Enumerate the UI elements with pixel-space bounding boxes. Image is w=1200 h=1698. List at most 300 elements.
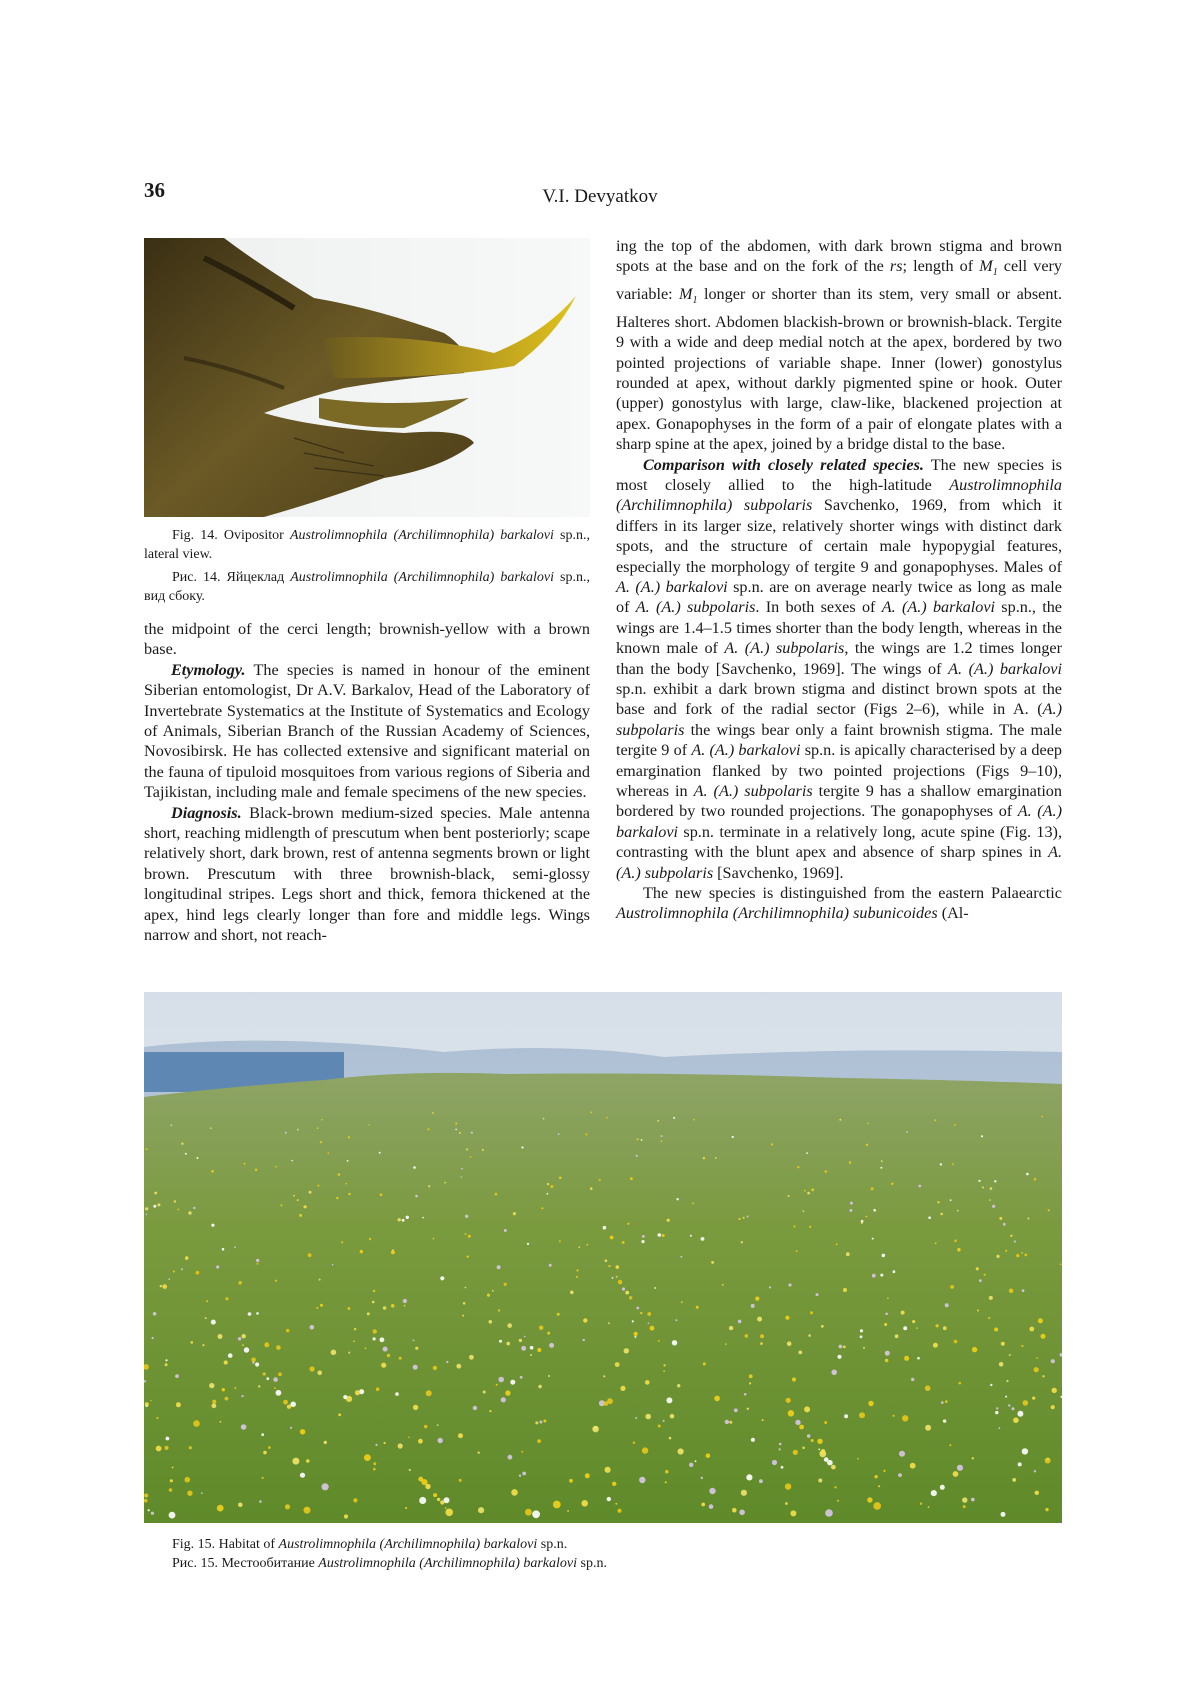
flower-dot bbox=[263, 1372, 266, 1375]
flower-dot bbox=[438, 1438, 443, 1443]
flower-dot bbox=[642, 1447, 648, 1453]
flower-dot bbox=[937, 1201, 939, 1203]
flower-dot bbox=[543, 1118, 545, 1120]
flower-dot bbox=[399, 1357, 402, 1360]
flower-dot bbox=[885, 1313, 888, 1316]
flower-dot bbox=[498, 1309, 500, 1311]
flower-dot bbox=[846, 1252, 850, 1256]
flower-dot bbox=[988, 1317, 990, 1319]
flower-dot bbox=[843, 1288, 847, 1292]
flower-dot bbox=[152, 1337, 154, 1339]
flower-dot bbox=[482, 1149, 484, 1151]
flower-dot bbox=[695, 1460, 697, 1462]
flower-dot bbox=[802, 1447, 805, 1450]
flower-dot bbox=[353, 1340, 355, 1342]
flower-dot bbox=[634, 1332, 638, 1336]
species-name: A. (A.) subpolaris bbox=[616, 843, 1062, 882]
flower-dot bbox=[866, 1216, 868, 1218]
flower-dot bbox=[181, 1268, 183, 1270]
flower-dot bbox=[148, 1509, 150, 1511]
flower-dot bbox=[166, 1437, 170, 1441]
flower-dot bbox=[381, 1363, 386, 1368]
flower-dot bbox=[185, 1477, 191, 1483]
flower-dot bbox=[144, 1499, 148, 1503]
flower-dot bbox=[950, 1199, 952, 1201]
flower-dot bbox=[795, 1420, 800, 1425]
flower-dot bbox=[824, 1421, 827, 1424]
flower-dot bbox=[508, 1455, 513, 1460]
flower-dot bbox=[201, 1492, 203, 1494]
flower-dot bbox=[681, 1301, 683, 1303]
flower-dot bbox=[785, 1502, 788, 1505]
flower-dot bbox=[690, 1235, 692, 1237]
flower-dot bbox=[424, 1425, 427, 1428]
flower-dot bbox=[711, 1261, 714, 1264]
flower-dot bbox=[650, 1326, 655, 1331]
flower-dot bbox=[818, 1449, 820, 1451]
flower-dot bbox=[459, 1132, 461, 1134]
flower-dot bbox=[792, 1377, 796, 1381]
flower-dot bbox=[1012, 1407, 1015, 1410]
flower-dot bbox=[978, 1180, 980, 1182]
flower-dot bbox=[957, 1210, 959, 1212]
flower-dot bbox=[663, 1370, 665, 1372]
flower-dot bbox=[667, 1219, 670, 1222]
flower-dot bbox=[706, 1453, 711, 1458]
flower-dot bbox=[437, 1424, 439, 1426]
diagnosis-heading: Diagnosis. bbox=[171, 803, 242, 822]
flower-dot bbox=[177, 1209, 179, 1211]
flower-dot bbox=[320, 1304, 323, 1307]
flower-dot bbox=[413, 1340, 415, 1342]
text: (Al- bbox=[937, 904, 969, 923]
flower-dot bbox=[689, 1463, 693, 1467]
flower-dot bbox=[395, 1392, 399, 1396]
flower-dot bbox=[885, 1359, 889, 1363]
flower-dot bbox=[244, 1347, 249, 1352]
flower-dot bbox=[1013, 1417, 1019, 1423]
flower-dot bbox=[906, 1131, 908, 1133]
flower-dot bbox=[504, 1283, 507, 1286]
flower-dot bbox=[963, 1505, 966, 1508]
flower-dot bbox=[743, 1217, 745, 1219]
flower-dot bbox=[811, 1188, 814, 1191]
flower-dot bbox=[607, 1497, 611, 1501]
flower-dot bbox=[297, 1129, 299, 1131]
flower-dot bbox=[844, 1414, 848, 1418]
flower-dot bbox=[336, 1197, 338, 1199]
caption-text: sp.n., lateral view. bbox=[144, 528, 590, 562]
flower-dot bbox=[185, 1153, 187, 1155]
species-name: Austrolimnophila (Archilimnophila) subpolaris bbox=[616, 475, 1062, 515]
flower-dot bbox=[703, 1157, 705, 1159]
flower-dot bbox=[976, 1267, 979, 1270]
flower-dot bbox=[369, 1238, 371, 1240]
flower-dot bbox=[745, 1334, 749, 1338]
flower-dot bbox=[259, 1500, 262, 1503]
species-name: A. (A.) barkalovi bbox=[616, 802, 1062, 841]
flower-dot bbox=[810, 1311, 813, 1314]
flower-dot bbox=[873, 1209, 876, 1212]
flower-dot bbox=[610, 1236, 614, 1240]
flower-dot bbox=[398, 1443, 403, 1448]
flower-dot bbox=[300, 1473, 305, 1478]
flower-dot bbox=[360, 1250, 363, 1253]
flower-dot bbox=[218, 1334, 223, 1339]
flower-dot bbox=[1048, 1209, 1050, 1211]
flower-dot bbox=[244, 1163, 246, 1165]
flower-dot bbox=[808, 1334, 811, 1337]
flower-dot bbox=[729, 1326, 733, 1330]
flower-dot bbox=[943, 1326, 947, 1330]
flower-dot bbox=[252, 1361, 254, 1363]
flower-dot bbox=[925, 1425, 931, 1431]
text: sp.n. is apically characterised by a deep emargination flanked by two pointed projections (Figs 9–10), whereas in bbox=[616, 741, 1062, 801]
flower-dot bbox=[893, 1415, 895, 1417]
flower-dot bbox=[228, 1353, 233, 1358]
flower-dot bbox=[222, 1388, 225, 1391]
flower-dot bbox=[469, 1355, 474, 1360]
species-name: A.) subpolaris bbox=[616, 700, 1062, 739]
flower-dot bbox=[586, 1244, 588, 1246]
flower-dot bbox=[934, 1119, 936, 1121]
flower-dot bbox=[866, 1144, 868, 1146]
italic-term: M bbox=[679, 285, 693, 304]
flower-dot bbox=[478, 1452, 480, 1454]
flower-dot bbox=[771, 1143, 773, 1145]
flower-dot bbox=[898, 1473, 902, 1477]
flower-dot bbox=[373, 1329, 377, 1333]
flower-dot bbox=[578, 1246, 580, 1248]
flower-dot bbox=[622, 1287, 625, 1290]
flower-dot bbox=[804, 1190, 806, 1192]
figure-15-habitat-image bbox=[144, 992, 1062, 1523]
flower-dot bbox=[364, 1454, 371, 1461]
flower-dot bbox=[722, 1284, 724, 1286]
flower-dot bbox=[257, 1263, 259, 1265]
flower-dot bbox=[520, 1376, 523, 1379]
flower-dot bbox=[510, 1380, 515, 1385]
flower-dot bbox=[280, 1204, 282, 1206]
flower-dot bbox=[1060, 1264, 1062, 1266]
flower-dot bbox=[977, 1310, 979, 1312]
flower-dot bbox=[297, 1199, 299, 1201]
flower-dot bbox=[658, 1425, 661, 1428]
flower-dot bbox=[537, 1439, 541, 1443]
flower-dot bbox=[982, 1187, 984, 1189]
flower-dot bbox=[729, 1421, 732, 1424]
flower-dot bbox=[537, 1348, 541, 1352]
flower-dot bbox=[645, 1380, 650, 1385]
flower-dot bbox=[931, 1490, 937, 1496]
flower-dot bbox=[506, 1342, 510, 1346]
flower-dot bbox=[807, 1434, 811, 1438]
flower-dot bbox=[216, 1265, 219, 1268]
flower-dot bbox=[608, 1322, 610, 1324]
flower-dot bbox=[455, 1123, 457, 1125]
caption-en bbox=[172, 1536, 1032, 1555]
flower-dot bbox=[873, 1502, 881, 1510]
flower-dot bbox=[612, 1482, 616, 1486]
flower-dot bbox=[581, 1500, 588, 1507]
flower-dot bbox=[519, 1475, 521, 1477]
flower-dot bbox=[1027, 1218, 1029, 1220]
flower-dot bbox=[860, 1335, 863, 1338]
flower-dot bbox=[458, 1433, 463, 1438]
flower-dot bbox=[850, 1202, 853, 1205]
species-name: A. (A.) barkalovi bbox=[948, 659, 1062, 678]
flower-dot bbox=[196, 1157, 198, 1159]
flower-dot bbox=[495, 1193, 498, 1196]
flower-dot bbox=[648, 1322, 650, 1324]
flower-dot bbox=[209, 1383, 214, 1388]
flower-dot bbox=[984, 1274, 986, 1276]
subscript: 1 bbox=[692, 295, 698, 307]
flower-dot bbox=[473, 1406, 477, 1410]
flower-dot bbox=[647, 1312, 651, 1316]
flower-dot bbox=[187, 1491, 192, 1496]
flower-dot bbox=[990, 1384, 992, 1386]
etymology-paragraph bbox=[144, 660, 590, 803]
flower-dot bbox=[669, 1437, 672, 1440]
flower-dot bbox=[603, 1375, 605, 1377]
flower-dot bbox=[570, 1291, 574, 1295]
flower-dot bbox=[793, 1226, 795, 1228]
flower-dot bbox=[1042, 1375, 1044, 1377]
flower-dot bbox=[276, 1345, 281, 1350]
flower-dot bbox=[225, 1297, 228, 1300]
flower-dot bbox=[618, 1280, 622, 1284]
flower-dot bbox=[1014, 1240, 1016, 1242]
flower-dot bbox=[268, 1446, 271, 1449]
flower-dot bbox=[806, 1152, 808, 1154]
flower-dot bbox=[825, 1509, 833, 1517]
flower-dot bbox=[290, 1427, 292, 1429]
flower-dot bbox=[715, 1157, 717, 1159]
flower-dot bbox=[807, 1192, 810, 1195]
flower-dot bbox=[599, 1179, 601, 1181]
figure-15-caption bbox=[172, 1536, 1032, 1573]
flower-dot bbox=[320, 1141, 322, 1143]
flower-dot bbox=[1001, 1342, 1005, 1346]
flower-dot bbox=[860, 1329, 863, 1332]
flower-dot bbox=[427, 1128, 429, 1130]
flower-dot bbox=[319, 1279, 321, 1281]
flower-dot bbox=[465, 1215, 468, 1218]
flower-dot bbox=[380, 1194, 383, 1197]
text: Savchenko, 1969, from which it differs in its larger size, relatively shorter wings with distinct dark spots, and the structure of certain male hypopygial features, especially the morphology of tergite 9 and gonapophyses. Males of bbox=[616, 496, 1063, 576]
flower-dot bbox=[145, 1207, 148, 1210]
flower-dot bbox=[583, 1339, 585, 1341]
flower-dot bbox=[734, 1408, 738, 1412]
flower-dot bbox=[749, 1374, 753, 1378]
flower-dot bbox=[1034, 1367, 1039, 1372]
caption-text: sp.n., вид сбоку. bbox=[144, 570, 590, 604]
flower-dot bbox=[367, 1312, 370, 1315]
diagnosis-text: Black-brown medium-sized species. Male antenna short, reaching midlength of prescutum when bent posteriorly; scape relatively short, dark brown, rest of antenna segments brown or light brown. Prescutum with three brownish-black, semi-glossy longitudinal stripes. Legs short and thick, femora thickened at the apex, hind legs clearly longer than fore and middle legs. Wings narrow and short, not reach- bbox=[144, 803, 590, 945]
flower-dot bbox=[989, 1296, 993, 1300]
flower-dot bbox=[499, 1340, 502, 1343]
flower-dot bbox=[331, 1350, 337, 1356]
flower-dot bbox=[309, 1191, 312, 1194]
flower-dot bbox=[304, 1507, 311, 1514]
species-name: A. (A.) subpolaris bbox=[693, 782, 813, 801]
flower-dot bbox=[604, 1401, 609, 1406]
flower-dot bbox=[935, 1242, 937, 1244]
flower-dot bbox=[559, 1240, 561, 1242]
flower-dot bbox=[156, 1446, 162, 1452]
flower-dot bbox=[747, 1216, 749, 1218]
flower-dot bbox=[348, 1136, 350, 1138]
flower-dot bbox=[622, 1241, 625, 1244]
flower-dot bbox=[174, 1200, 176, 1202]
flower-dot bbox=[670, 1414, 675, 1419]
flower-dot bbox=[548, 1375, 550, 1377]
flower-dot bbox=[918, 1185, 921, 1188]
flower-dot bbox=[895, 1334, 899, 1338]
flower-dot bbox=[413, 1405, 418, 1410]
flower-dot bbox=[608, 1265, 610, 1267]
flower-dot bbox=[165, 1359, 167, 1361]
flower-dot bbox=[387, 1354, 391, 1358]
flower-dot bbox=[799, 1425, 804, 1430]
flower-dot bbox=[532, 1510, 540, 1518]
species-name: Austrolimnophila (Archilimnophila) barkalovi bbox=[290, 570, 555, 586]
flower-dot bbox=[299, 1214, 302, 1217]
flower-dot bbox=[465, 1233, 467, 1235]
flower-dot bbox=[507, 1323, 512, 1328]
flower-dot bbox=[576, 1269, 578, 1271]
flower-dot bbox=[372, 1301, 375, 1304]
flower-dot bbox=[943, 1419, 946, 1422]
text: sp.n., the wings are 1.4–1.5 times shorter than the body length, whereas in the known male of bbox=[616, 598, 1062, 658]
text: , the wings are 1.2 times longer than the body [Savchenko, 1969]. The wings of bbox=[616, 639, 1062, 678]
flower-dot bbox=[654, 1287, 656, 1289]
flower-dot bbox=[348, 1352, 350, 1354]
flower-dot bbox=[211, 1320, 216, 1325]
flower-dot bbox=[680, 1256, 682, 1258]
flower-dot bbox=[413, 1365, 418, 1370]
flower-dot bbox=[211, 1170, 214, 1173]
flower-dot bbox=[1022, 1289, 1025, 1292]
flower-dot bbox=[547, 1193, 549, 1195]
flower-dot bbox=[677, 1384, 680, 1387]
flower-dot bbox=[928, 1506, 930, 1508]
flower-dot bbox=[911, 1378, 914, 1381]
flower-dot bbox=[834, 1486, 836, 1488]
flower-dot bbox=[418, 1439, 423, 1444]
flower-dot bbox=[917, 1357, 920, 1360]
flower-dot bbox=[637, 1138, 639, 1140]
flower-dot bbox=[504, 1229, 507, 1232]
flower-dot bbox=[419, 1497, 426, 1504]
flower-dot bbox=[605, 1467, 611, 1473]
flower-dot bbox=[496, 1384, 498, 1386]
left-column-text bbox=[144, 619, 590, 946]
caption-ru bbox=[172, 1555, 1032, 1574]
flower-dot bbox=[437, 1498, 440, 1501]
flower-dot bbox=[883, 1470, 885, 1472]
flower-dot bbox=[957, 1248, 961, 1252]
flower-dot bbox=[615, 1362, 620, 1367]
flower-dot bbox=[248, 1312, 252, 1316]
flower-dot bbox=[263, 1451, 267, 1455]
flower-dot bbox=[1016, 1254, 1019, 1257]
flower-dot bbox=[256, 1312, 259, 1315]
flower-dot bbox=[558, 1133, 560, 1135]
flower-dot bbox=[176, 1402, 181, 1407]
flower-dot bbox=[433, 1493, 437, 1497]
flower-dot bbox=[825, 1170, 828, 1173]
flower-dot bbox=[640, 1312, 642, 1314]
flower-dot bbox=[344, 1514, 348, 1518]
flower-dot bbox=[747, 1408, 749, 1410]
flower-dot bbox=[992, 1205, 995, 1208]
flower-dot bbox=[283, 1400, 288, 1405]
comparison-heading: Comparison with closely related species. bbox=[643, 455, 924, 474]
flower-dot bbox=[999, 1362, 1004, 1367]
flower-dot bbox=[1036, 1357, 1038, 1359]
flower-dot bbox=[1012, 1478, 1016, 1482]
caption-en bbox=[144, 527, 590, 564]
flower-dot bbox=[365, 1348, 367, 1350]
flower-dot bbox=[193, 1207, 195, 1209]
flower-dot bbox=[732, 1136, 734, 1138]
flower-dot bbox=[341, 1241, 343, 1243]
flower-dot bbox=[1035, 1491, 1039, 1495]
flower-dot bbox=[256, 1259, 259, 1262]
flower-dot bbox=[317, 1127, 319, 1129]
flower-dot bbox=[645, 1414, 651, 1420]
flower-dot bbox=[616, 1265, 620, 1269]
flower-dot bbox=[821, 1449, 825, 1453]
flower-dot bbox=[1017, 1411, 1023, 1417]
flower-dot bbox=[959, 1382, 962, 1385]
flower-dot bbox=[422, 1479, 428, 1485]
flower-dot bbox=[981, 1135, 983, 1137]
flower-dot bbox=[308, 1253, 312, 1257]
flower-dot bbox=[258, 1385, 260, 1387]
flower-dot bbox=[899, 1451, 905, 1457]
flower-dot bbox=[468, 1235, 471, 1238]
flower-dot bbox=[867, 1123, 869, 1125]
flower-dot bbox=[769, 1286, 771, 1288]
flower-dot bbox=[316, 1307, 318, 1309]
flower-dot bbox=[642, 1235, 645, 1238]
flower-dot bbox=[521, 1451, 523, 1453]
flower-dot bbox=[541, 1207, 543, 1209]
flower-dot bbox=[1009, 1354, 1011, 1356]
flower-dot bbox=[1005, 1250, 1007, 1252]
flower-dot bbox=[463, 1302, 466, 1305]
flower-dot bbox=[550, 1185, 553, 1188]
flower-dot bbox=[714, 1396, 720, 1402]
flower-dot bbox=[620, 1386, 625, 1391]
flower-dot bbox=[636, 1307, 639, 1310]
flower-dot bbox=[657, 1120, 659, 1122]
flower-dot bbox=[1006, 1380, 1008, 1382]
flower-dot bbox=[383, 1306, 387, 1310]
flower-dot bbox=[153, 1205, 156, 1208]
flower-dot bbox=[925, 1385, 931, 1391]
species-name: A. (A.) barkalovi bbox=[616, 577, 728, 596]
flower-dot bbox=[940, 1163, 942, 1165]
text: . In both sexes of bbox=[755, 598, 882, 617]
flower-dot bbox=[317, 1371, 322, 1376]
flower-dot bbox=[539, 1326, 543, 1330]
flower-dot bbox=[1051, 1359, 1055, 1363]
flower-dot bbox=[739, 1510, 745, 1516]
